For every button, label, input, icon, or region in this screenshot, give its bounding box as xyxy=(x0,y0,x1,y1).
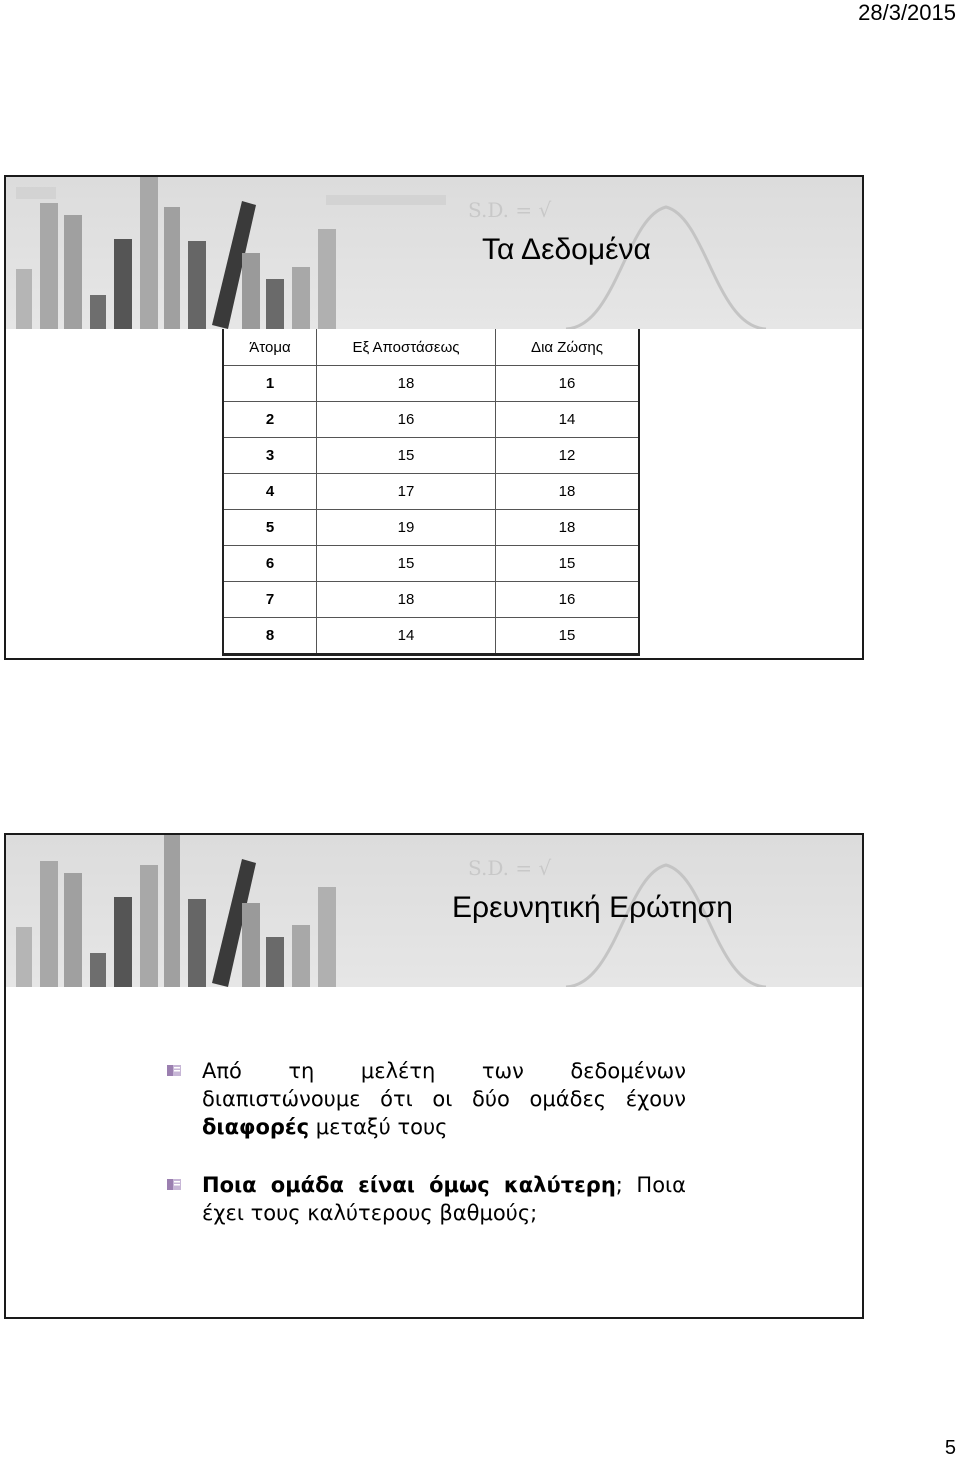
book-bullet-icon xyxy=(166,1177,182,1192)
slide-research-question xyxy=(4,833,864,1319)
table-row xyxy=(223,402,639,438)
table-row xyxy=(223,366,639,402)
table-row xyxy=(223,438,639,474)
slide-title: Ερευνητική Ερώτηση xyxy=(452,891,733,924)
cell-distance-grade: 18 xyxy=(317,582,496,618)
bullet-text: Από τη μελέτη των δεδομένων διαπιστώνουμε ότι οι δύο ομάδες έχουν xyxy=(202,1059,686,1111)
table-body xyxy=(223,366,639,655)
cell-distance-grade: 16 xyxy=(317,402,496,438)
banner-bars xyxy=(16,177,336,329)
bullet-list xyxy=(166,1057,686,1257)
cell-distance-grade: 19 xyxy=(317,510,496,546)
table-row xyxy=(223,546,639,582)
table-row xyxy=(223,618,639,655)
cell-in-person-grade: 15 xyxy=(496,618,640,655)
slide-banner xyxy=(6,177,862,329)
svg-text:S.D. = √: S.D. = √ xyxy=(468,198,552,222)
bullet-text-end: μεταξύ τους xyxy=(309,1115,448,1139)
cell-in-person-grade: 12 xyxy=(496,438,640,474)
slide-data xyxy=(4,175,864,660)
cell-distance-grade: 18 xyxy=(317,366,496,402)
cell-distance-grade: 17 xyxy=(317,474,496,510)
table-row xyxy=(223,582,639,618)
page-date: 28/3/2015 xyxy=(858,0,956,25)
banner-bars xyxy=(16,835,336,987)
cell-in-person-grade: 18 xyxy=(496,510,640,546)
book-bullet-icon xyxy=(166,1063,182,1078)
table-row xyxy=(223,510,639,546)
slide-banner xyxy=(6,835,862,987)
bullet-item-question xyxy=(166,1171,686,1227)
data-table xyxy=(222,329,640,656)
cell-person: 1 xyxy=(223,366,317,402)
column-header-persons: Άτομα xyxy=(223,329,317,366)
bullet-text-end: ; Ποια έχει τους καλύτερους βαθμούς; xyxy=(202,1173,686,1225)
cell-distance-grade: 15 xyxy=(317,438,496,474)
table-row xyxy=(223,474,639,510)
banner-bar-art xyxy=(6,177,862,329)
banner-bar-art xyxy=(6,835,862,987)
slide-title: Τα Δεδομένα xyxy=(482,233,651,266)
cell-in-person-grade: 16 xyxy=(496,582,640,618)
bullet-item-differences xyxy=(166,1057,686,1141)
svg-text:S.D. = √: S.D. = √ xyxy=(468,856,552,880)
cell-in-person-grade: 14 xyxy=(496,402,640,438)
cell-person: 8 xyxy=(223,618,317,655)
bullet-bold-text: Ποια ομάδα είναι όμως καλύτερη xyxy=(202,1173,616,1197)
column-header-in-person: Δια Ζώσης xyxy=(496,329,640,366)
bullet-bold-text: διαφορές xyxy=(202,1115,310,1139)
cell-person: 5 xyxy=(223,510,317,546)
table-header-row xyxy=(223,329,639,366)
column-header-distance: Εξ Αποστάσεως xyxy=(317,329,496,366)
cell-person: 7 xyxy=(223,582,317,618)
cell-person: 4 xyxy=(223,474,317,510)
cell-distance-grade: 15 xyxy=(317,546,496,582)
cell-in-person-grade: 16 xyxy=(496,366,640,402)
cell-person: 3 xyxy=(223,438,317,474)
cell-person: 2 xyxy=(223,402,317,438)
cell-distance-grade: 14 xyxy=(317,618,496,655)
cell-in-person-grade: 18 xyxy=(496,474,640,510)
page-number: 5 xyxy=(944,1437,956,1459)
cell-person: 6 xyxy=(223,546,317,582)
cell-in-person-grade: 15 xyxy=(496,546,640,582)
